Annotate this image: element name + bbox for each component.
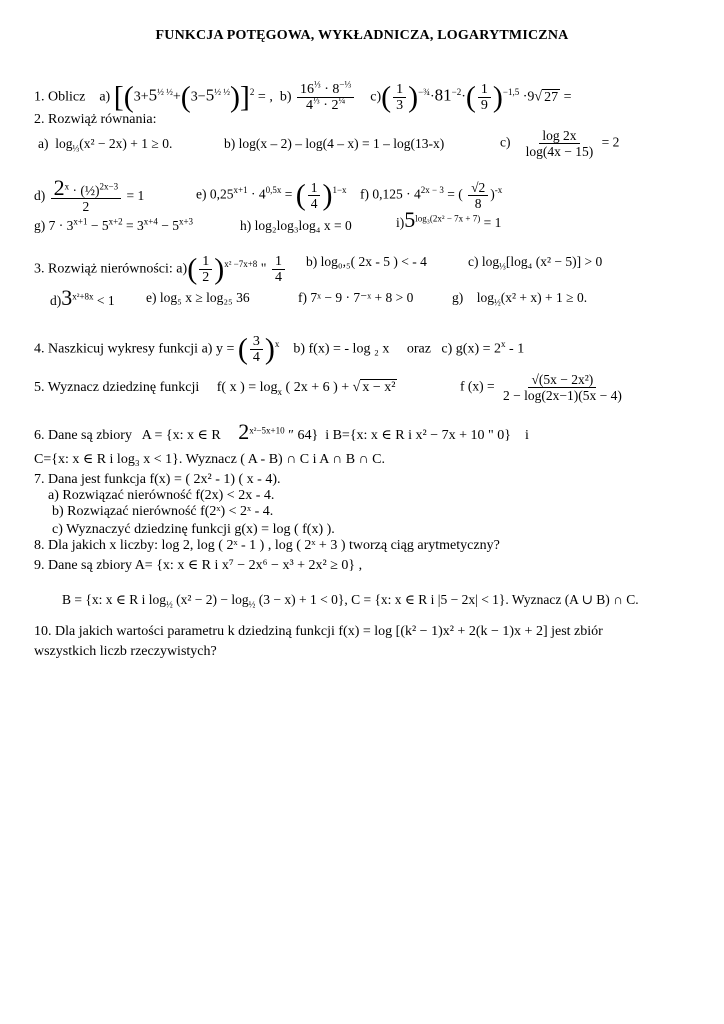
task-4-label: 4. Naszkicuj wykresy funkcji a) y = (34, 341, 235, 357)
task-7b: b) Rozwiązać nierówność f(2ˣ) < 2ˣ - 4. (52, 504, 274, 519)
task-1c-label: c) (370, 89, 382, 105)
task-2f-label: f) 0,125 · 4 (360, 186, 421, 202)
paren-left: ( (123, 80, 134, 114)
task-8: 8. Dla jakich x liczby: log 2, log ( 2ˣ - 1 ) , log ( 2ˣ + 3 ) tworzą ciąg arytmetyczny? (34, 538, 500, 553)
task-6-set-a-end: 64} (297, 428, 319, 443)
task-2c-end: = 2 (601, 134, 620, 150)
task-2i: $i)5^{log_3(2x^2 - 7x + 7)} = 1$ (396, 207, 502, 232)
task-4b: b) f(x) = - log ₂ x (293, 341, 390, 357)
task-2g-label: g) 7 · 3 (34, 218, 74, 233)
task-2f: f) $0,125 \cdot 4^{2x - 3}$ = ( $\frac{√2}{8}$ )$^{-x}$ (360, 180, 503, 211)
task-1a-end: = , (257, 89, 273, 105)
task-5-f2 (460, 372, 627, 403)
task-10-end: jest zbiór (551, 624, 603, 639)
task-10-expr: [(k² − 1)x² + 2(k − 1)x + 2] (395, 624, 548, 639)
task-1a-label: a) (99, 89, 111, 105)
task-1b-label: b) (279, 89, 292, 105)
task-3g-expr: (x² + x) + 1 ≥ 0. (500, 290, 588, 305)
task-10-label: 10. Dla jakich wartości parametru k dziedziną funkcji f(x) = log (34, 624, 393, 639)
task-5-label: 5. Wyznacz dziedzinę funkcji (34, 380, 200, 395)
task-9 (34, 558, 362, 574)
task-4c: c) g(x) = 2 (441, 341, 502, 357)
task-3b: b) log₀,₅( 2x - 5 ) < - 4 (306, 254, 427, 269)
task-6: 6. Dane są zbiory A = {x: x ∈ R $2^{x^2-5x+10}$ ″ 64} i B={x: x ∈ R i x² − 7x + 10 " 0} i (34, 419, 529, 444)
task-6-set-a: A = {x: x ∈ R (141, 428, 221, 443)
task-2a-expr: (x² − 2x) + 1 ≥ 0. (79, 136, 173, 151)
task-2e: e) $0,25^{x+1} \cdot 4^{0,5x}$ = ( $\frac{1}{4}$ )$^{1-x}$ (196, 178, 347, 212)
task-3a-relation: " (260, 261, 267, 277)
task-10-line2: wszystkich liczb rzeczywistych? (34, 644, 217, 659)
task-2e-end: = (284, 186, 293, 202)
task-4c-end: - 1 (509, 341, 525, 357)
task-2f-mid: = ( (447, 186, 463, 202)
task-3c: c) $\log_{\frac{1}{3}}[\log_4$ (x² − 5)] > 0 (468, 254, 603, 272)
task-6-set-b: {x: x ∈ R i x² − 7x + 10 " 0} (349, 428, 511, 443)
task-1b-fraction: $\frac{16^{\frac{1}{3}} \cdot 8^{-\frac{1}{3}}}{4^{\frac{1}{3}} \cdot 2^{\frac{1}{4}}}$ (297, 82, 354, 113)
task-3g-label: g) (452, 290, 464, 305)
task-2h: h) log₂log₃log₄ x = 0 (240, 218, 352, 233)
task-1-label: 1. Oblicz (34, 89, 86, 105)
task-2e-mid: · 4 (250, 186, 266, 202)
task-2d-label: d) (34, 188, 46, 204)
task-2g-part1: − 5 (87, 218, 109, 233)
task-2c-fraction (523, 128, 597, 159)
task-2i-end: = 1 (483, 215, 502, 230)
task-2d-fraction: $\frac{2^x \cdot (\frac{1}{2})^{2x-3}}{2}$ (51, 180, 121, 214)
task-2g-part3: − 5 (157, 218, 179, 233)
task-10 (34, 624, 603, 640)
task-7-label: 7. Dana jest funkcja f(x) = ( 2x² - 1) ( x - 4). (34, 472, 281, 487)
task-2f-end: ) (490, 186, 495, 202)
task-5-f1: f( x ) = log (216, 380, 278, 395)
task-6-set-c: C={x: x ∈ R i log₃ x < 1} (34, 452, 179, 467)
task-9-set-b-rest: (x² − 2) − log (176, 592, 249, 607)
task-2c-label: c) (500, 134, 511, 150)
task-2g-part2: = 3 (122, 218, 144, 233)
task-2c-numerator: log 2x (539, 128, 579, 144)
task-9-set-c-task: (3 − x) + 1 < 0}, C = {x: x ∈ R i |5 − 2x| < 1}. Wyznacz (A ∪ B) ∩ C. (258, 592, 639, 607)
task-7c: c) Wyznaczyć dziedzinę funkcji g(x) = log ( f(x) ). (52, 522, 335, 537)
task-3c-label: c) (468, 254, 479, 269)
task-9-set-b: B = {x: x ∈ R i log (62, 592, 166, 607)
task-5: 5. Wyznacz dziedzinę funkcji f( x ) = $\log_x$ ( 2x + 6 ) + √ x − x² (34, 380, 396, 397)
task-3d-expr: < 1 (96, 293, 115, 308)
task-2b: b) log(x – 2) – log(4 – x) = 1 – log(13-x) (224, 136, 445, 151)
number-27: 27 (544, 89, 559, 105)
task-2c (500, 128, 619, 159)
task-2a: a) $\log_{\frac{1}{3}}(x^2 - 2x) + 1 \ge 0$. (38, 136, 173, 154)
task-6-task: . Wyznacz ( A - B) ∩ C i A ∩ B ∩ C. (178, 452, 385, 467)
task-4-oraz: oraz (406, 341, 431, 357)
page-title: FUNKCJA POTĘGOWA, WYKŁADNICZA, LOGARYTMICZNA (155, 28, 569, 43)
task-9-line2: B = {x: x ∈ R i $\log_{\frac{1}{2}} (x^2 - 2) - \log_{\frac{1}{2}} (3 - x) + 1 < 0$}, C = {x: x ∈ R i |5 − 2x| < 1}. Wyznacz (A ∪ B) ∩ C. (62, 592, 639, 610)
task-5-f2-denominator: 2 − log(2x−1)(5x − 4) (502, 388, 622, 403)
task-6-label: 6. Dane są zbiory (34, 428, 132, 443)
task-2a-label: a) (38, 136, 49, 151)
task-5-f2-fraction (500, 372, 625, 403)
task-7a: a) Rozwiązać nierówność f(2x) < 2x - 4. (48, 488, 275, 503)
task-5-f2-label: f (x) = (460, 378, 495, 394)
task-2d-end: = 1 (126, 188, 145, 204)
task-5-f2-numerator: √(5x − 2x²) (528, 372, 596, 388)
task-2e-label: e) 0,25 (196, 186, 234, 202)
task-3: 3. Rozwiąż nierówności: a)( $\frac{1}{2}$ )$^{x^2 -7x+8}$ " $\frac{1}{4}$ (34, 254, 287, 285)
task-5-f1-rest: ( 2x + 6 ) + (285, 380, 350, 395)
task-3c-expr: [log₄ (x² − 5)] > 0 (505, 254, 603, 269)
task-3g: g) $\log_{\frac{1}{2}}(x^2 + x) + 1 \ge 0$. (452, 290, 588, 308)
task-2i-label: i) (396, 215, 405, 230)
task-2d (34, 175, 145, 214)
task-6-and: i B= (325, 428, 350, 443)
bracket-left: [ (113, 80, 124, 114)
task-3-label: 3. Rozwiąż nierówności: a) (34, 261, 188, 277)
task-3d: $d)3^{x^2+8x} < 1$ (50, 285, 115, 310)
task-3f: f) 7ˣ − 9 · 7⁻ˣ + 8 > 0 (298, 290, 414, 305)
number-9: 9 (527, 89, 535, 105)
task-6-and2: i (524, 428, 529, 443)
task-4: 4. Naszkicuj wykresy funkcji a) y = ( $\frac{3}{4}$ )$^x$ b) f(x) = - log ₂ x oraz c) $g(x) = 2^x - 1$ (34, 332, 525, 366)
number-81: 81 (434, 85, 452, 105)
task-2-label: 2. Rozwiąż równania: (34, 112, 157, 127)
task-9-set-a: {x: x ∈ R i x⁷ − 2x⁶ − x³ + 2x² ≥ 0} , (156, 558, 363, 573)
task-1: 1. Oblicz a) [$(3+5^{\frac{1}{2} \frac{1}{2}}+(3-5^{\frac{1}{2} \frac{1}{2}})]^2$ = , b) $\frac{16^{\frac{1}{3}} \cdot 8^{-\frac{1}{3}}}{4^{\frac{1}{3}} \cdot 2^{\frac{1}{4}}}$ c)( $\frac{1}{3}$ )$^{-\frac{3}{4}}\cdot 81^{-2}\cdot$( $\frac{1}{9}$ )$^{-1,5}$ ·9√ 27 = (34, 79, 572, 114)
task-2c-denominator: log(4x − 15) (525, 144, 594, 159)
task-1c-end: = (563, 89, 572, 105)
task-3e: e) log₅ x ≥ log₂₅ 36 (146, 290, 250, 305)
task-6-line2 (34, 452, 385, 468)
task-3d-label: d) (50, 293, 62, 308)
task-9-label: 9. Dane są zbiory A= (34, 558, 153, 573)
task-2g: g) $7 \cdot 3^{x+1} - 5^{x+2} = 3^{x+4} - 5^{x+3}$ (34, 216, 194, 233)
